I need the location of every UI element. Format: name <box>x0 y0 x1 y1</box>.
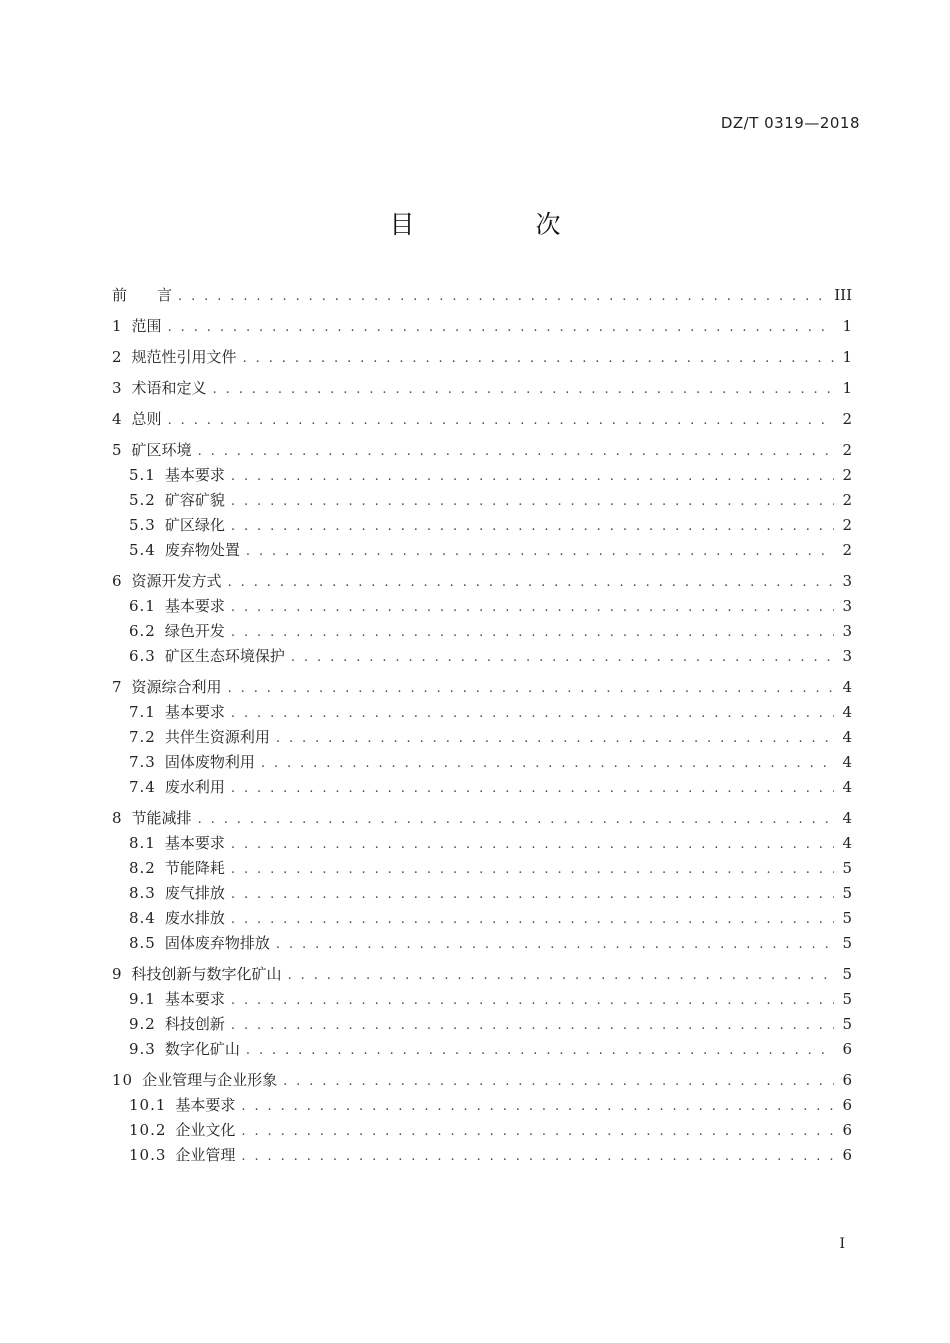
dot-leader <box>231 1018 834 1033</box>
toc-section-entry[interactable] <box>112 595 852 620</box>
toc-section-entry[interactable] <box>112 1013 852 1038</box>
toc-chapter-entry[interactable] <box>112 807 852 832</box>
toc-entry-number: 8.4 <box>129 909 156 927</box>
toc-entry-page: 4 <box>842 703 852 721</box>
dot-leader <box>168 413 834 428</box>
toc-entry-number: 8.5 <box>129 934 156 952</box>
toc-entry-label: 基本要求 <box>164 466 225 484</box>
toc-section-entry[interactable] <box>112 489 852 514</box>
dot-leader <box>246 544 834 559</box>
toc-chapter-entry[interactable] <box>112 315 852 340</box>
toc-entry-label: 绿色开发 <box>164 622 225 640</box>
page-number: I <box>839 1236 845 1252</box>
toc-entry-page: 6 <box>842 1146 852 1164</box>
toc-entry-label: 企业管理与企业形象 <box>142 1071 278 1089</box>
toc-entry-label: 废弃物处置 <box>164 541 240 559</box>
toc-entry-page: 4 <box>842 728 852 746</box>
dot-leader <box>168 320 834 335</box>
toc-entry-label: 矿区生态环境保护 <box>164 647 285 665</box>
dot-leader <box>231 781 834 796</box>
toc-chapter-entry[interactable] <box>112 570 852 595</box>
toc-entry-number: 5.2 <box>129 491 156 509</box>
toc-entry-label: 前 言 <box>112 286 173 304</box>
toc-entry-number: 9 <box>112 965 123 983</box>
toc-entry-label: 数字化矿山 <box>164 1040 240 1058</box>
dot-leader <box>178 289 828 304</box>
toc-entry-label: 科技创新与数字化矿山 <box>131 965 282 983</box>
toc-chapter-entry[interactable] <box>112 439 852 464</box>
toc-entry-label: 术语和定义 <box>131 379 207 397</box>
toc-chapter-entry[interactable] <box>112 377 852 402</box>
dot-leader <box>283 1074 834 1089</box>
toc-entry-page: 4 <box>842 753 852 771</box>
toc-entry-page: 1 <box>842 348 852 366</box>
toc-entry-label: 基本要求 <box>164 990 225 1008</box>
toc-section-entry[interactable] <box>112 645 852 670</box>
dot-leader <box>231 912 834 927</box>
toc-entry-page: 4 <box>842 778 852 796</box>
toc-entry-page: 5 <box>842 859 852 877</box>
dot-leader <box>241 1149 834 1164</box>
toc-entry-page: 5 <box>842 909 852 927</box>
toc-entry-label: 共伴生资源利用 <box>164 728 270 746</box>
toc-entry-page: 2 <box>842 410 852 428</box>
toc-section-entry[interactable] <box>112 988 852 1013</box>
toc-entry-label: 企业管理 <box>175 1146 236 1164</box>
dot-leader <box>231 862 834 877</box>
toc-section-entry[interactable] <box>112 464 852 489</box>
document-code: DZ/T 0319—2018 <box>720 114 860 132</box>
dot-leader <box>228 575 834 590</box>
toc-entry-page: 5 <box>842 965 852 983</box>
toc-entry-page: 2 <box>842 491 852 509</box>
toc-entry-label: 废水排放 <box>164 909 225 927</box>
dot-leader <box>198 812 834 827</box>
dot-leader <box>231 600 834 615</box>
dot-leader <box>276 937 834 952</box>
toc-entry-number: 7.3 <box>129 753 156 771</box>
toc-entry-page: 4 <box>842 834 852 852</box>
toc-entry-page: 3 <box>842 572 852 590</box>
toc-entry-number: 4 <box>112 410 123 428</box>
toc-entry-number: 6.2 <box>129 622 156 640</box>
dot-leader <box>231 887 834 902</box>
dot-leader <box>198 444 834 459</box>
toc-section-entry[interactable] <box>112 726 852 751</box>
toc-chapter-entry[interactable] <box>112 676 852 701</box>
toc-entry-number: 8.2 <box>129 859 156 877</box>
toc-entry-label: 固体废弃物排放 <box>164 934 270 952</box>
toc-chapter-entry[interactable] <box>112 1069 852 1094</box>
toc-entry-number: 10.3 <box>129 1146 167 1164</box>
toc-chapter-entry[interactable] <box>112 284 852 309</box>
table-of-contents <box>112 284 852 1169</box>
dot-leader <box>231 519 834 534</box>
toc-entry-number: 9.1 <box>129 990 156 1008</box>
toc-entry-page: 5 <box>842 1015 852 1033</box>
toc-entry-label: 基本要求 <box>164 834 225 852</box>
dot-leader <box>246 1043 834 1058</box>
toc-entry-page: 5 <box>842 934 852 952</box>
toc-entry-number: 2 <box>112 348 123 366</box>
toc-entry-label: 矿区绿化 <box>164 516 225 534</box>
dot-leader <box>241 1099 834 1114</box>
dot-leader <box>231 469 834 484</box>
toc-section-entry[interactable] <box>112 514 852 539</box>
toc-section-entry[interactable] <box>112 701 852 726</box>
dot-leader <box>231 706 834 721</box>
toc-entry-number: 9.3 <box>129 1040 156 1058</box>
toc-entry-page: 3 <box>842 647 852 665</box>
toc-entry-page: 4 <box>842 809 852 827</box>
toc-entry-page: 2 <box>842 516 852 534</box>
toc-section-entry[interactable] <box>112 1094 852 1119</box>
toc-entry-label: 废水利用 <box>164 778 225 796</box>
toc-entry-number: 6.3 <box>129 647 156 665</box>
toc-entry-page: III <box>834 286 852 304</box>
dot-leader <box>243 351 834 366</box>
toc-entry-label: 企业文化 <box>175 1121 236 1139</box>
toc-entry-number: 9.2 <box>129 1015 156 1033</box>
toc-entry-number: 7.4 <box>129 778 156 796</box>
toc-chapter-entry[interactable] <box>112 408 852 433</box>
toc-entry-number: 1 <box>112 317 123 335</box>
toc-entry-label: 固体废物利用 <box>164 753 255 771</box>
toc-entry-number: 5.4 <box>129 541 156 559</box>
dot-leader <box>213 382 834 397</box>
toc-entry-label: 规范性引用文件 <box>131 348 237 366</box>
toc-entry-label: 范围 <box>131 317 162 335</box>
toc-entry-page: 5 <box>842 884 852 902</box>
dot-leader <box>231 494 834 509</box>
toc-entry-label: 废气排放 <box>164 884 225 902</box>
dot-leader <box>291 650 834 665</box>
page-title: 目 次 <box>389 210 609 239</box>
toc-entry-page: 5 <box>842 990 852 1008</box>
toc-entry-number: 5.3 <box>129 516 156 534</box>
toc-entry-number: 6 <box>112 572 123 590</box>
toc-entry-label: 矿区环境 <box>131 441 192 459</box>
toc-entry-page: 3 <box>842 622 852 640</box>
toc-entry-number: 7.1 <box>129 703 156 721</box>
dot-leader <box>231 837 834 852</box>
toc-section-entry[interactable] <box>112 832 852 857</box>
toc-section-entry[interactable] <box>112 539 852 564</box>
toc-entry-page: 6 <box>842 1096 852 1114</box>
toc-entry-page: 3 <box>842 597 852 615</box>
toc-entry-number: 10 <box>112 1071 134 1089</box>
toc-entry-label: 基本要求 <box>175 1096 236 1114</box>
toc-entry-number: 10.2 <box>129 1121 167 1139</box>
dot-leader <box>231 993 834 1008</box>
toc-entry-page: 6 <box>842 1040 852 1058</box>
toc-section-entry[interactable] <box>112 882 852 907</box>
toc-entry-label: 基本要求 <box>164 703 225 721</box>
toc-entry-page: 1 <box>842 317 852 335</box>
toc-entry-label: 基本要求 <box>164 597 225 615</box>
toc-section-entry[interactable] <box>112 1119 852 1144</box>
toc-entry-number: 3 <box>112 379 123 397</box>
toc-section-entry[interactable] <box>112 1144 852 1169</box>
toc-entry-number: 8.1 <box>129 834 156 852</box>
toc-entry-page: 2 <box>842 441 852 459</box>
toc-entry-page: 2 <box>842 541 852 559</box>
toc-entry-page: 4 <box>842 678 852 696</box>
toc-entry-label: 矿容矿貌 <box>164 491 225 509</box>
toc-entry-number: 8 <box>112 809 123 827</box>
toc-section-entry[interactable] <box>112 620 852 645</box>
toc-section-entry[interactable] <box>112 857 852 882</box>
dot-leader <box>288 968 834 983</box>
toc-section-entry[interactable] <box>112 1038 852 1063</box>
toc-entry-number: 7.2 <box>129 728 156 746</box>
dot-leader <box>231 625 834 640</box>
toc-entry-label: 资源综合利用 <box>131 678 222 696</box>
dot-leader <box>241 1124 834 1139</box>
toc-entry-page: 1 <box>842 379 852 397</box>
toc-entry-label: 节能减排 <box>131 809 192 827</box>
toc-entry-label: 节能降耗 <box>164 859 225 877</box>
dot-leader <box>261 756 834 771</box>
toc-entry-page: 2 <box>842 466 852 484</box>
toc-entry-page: 6 <box>842 1071 852 1089</box>
toc-entry-number: 5.1 <box>129 466 156 484</box>
toc-entry-label: 科技创新 <box>164 1015 225 1033</box>
toc-entry-number: 7 <box>112 678 123 696</box>
dot-leader <box>228 681 834 696</box>
toc-entry-label: 总则 <box>131 410 162 428</box>
toc-chapter-entry[interactable] <box>112 346 852 371</box>
toc-entry-number: 5 <box>112 441 123 459</box>
toc-section-entry[interactable] <box>112 776 852 801</box>
toc-section-entry[interactable] <box>112 751 852 776</box>
toc-section-entry[interactable] <box>112 907 852 932</box>
toc-entry-number: 10.1 <box>129 1096 167 1114</box>
toc-chapter-entry[interactable] <box>112 963 852 988</box>
dot-leader <box>276 731 834 746</box>
toc-entry-label: 资源开发方式 <box>131 572 222 590</box>
toc-entry-number: 6.1 <box>129 597 156 615</box>
toc-entry-number: 8.3 <box>129 884 156 902</box>
toc-section-entry[interactable] <box>112 932 852 957</box>
toc-entry-page: 6 <box>842 1121 852 1139</box>
